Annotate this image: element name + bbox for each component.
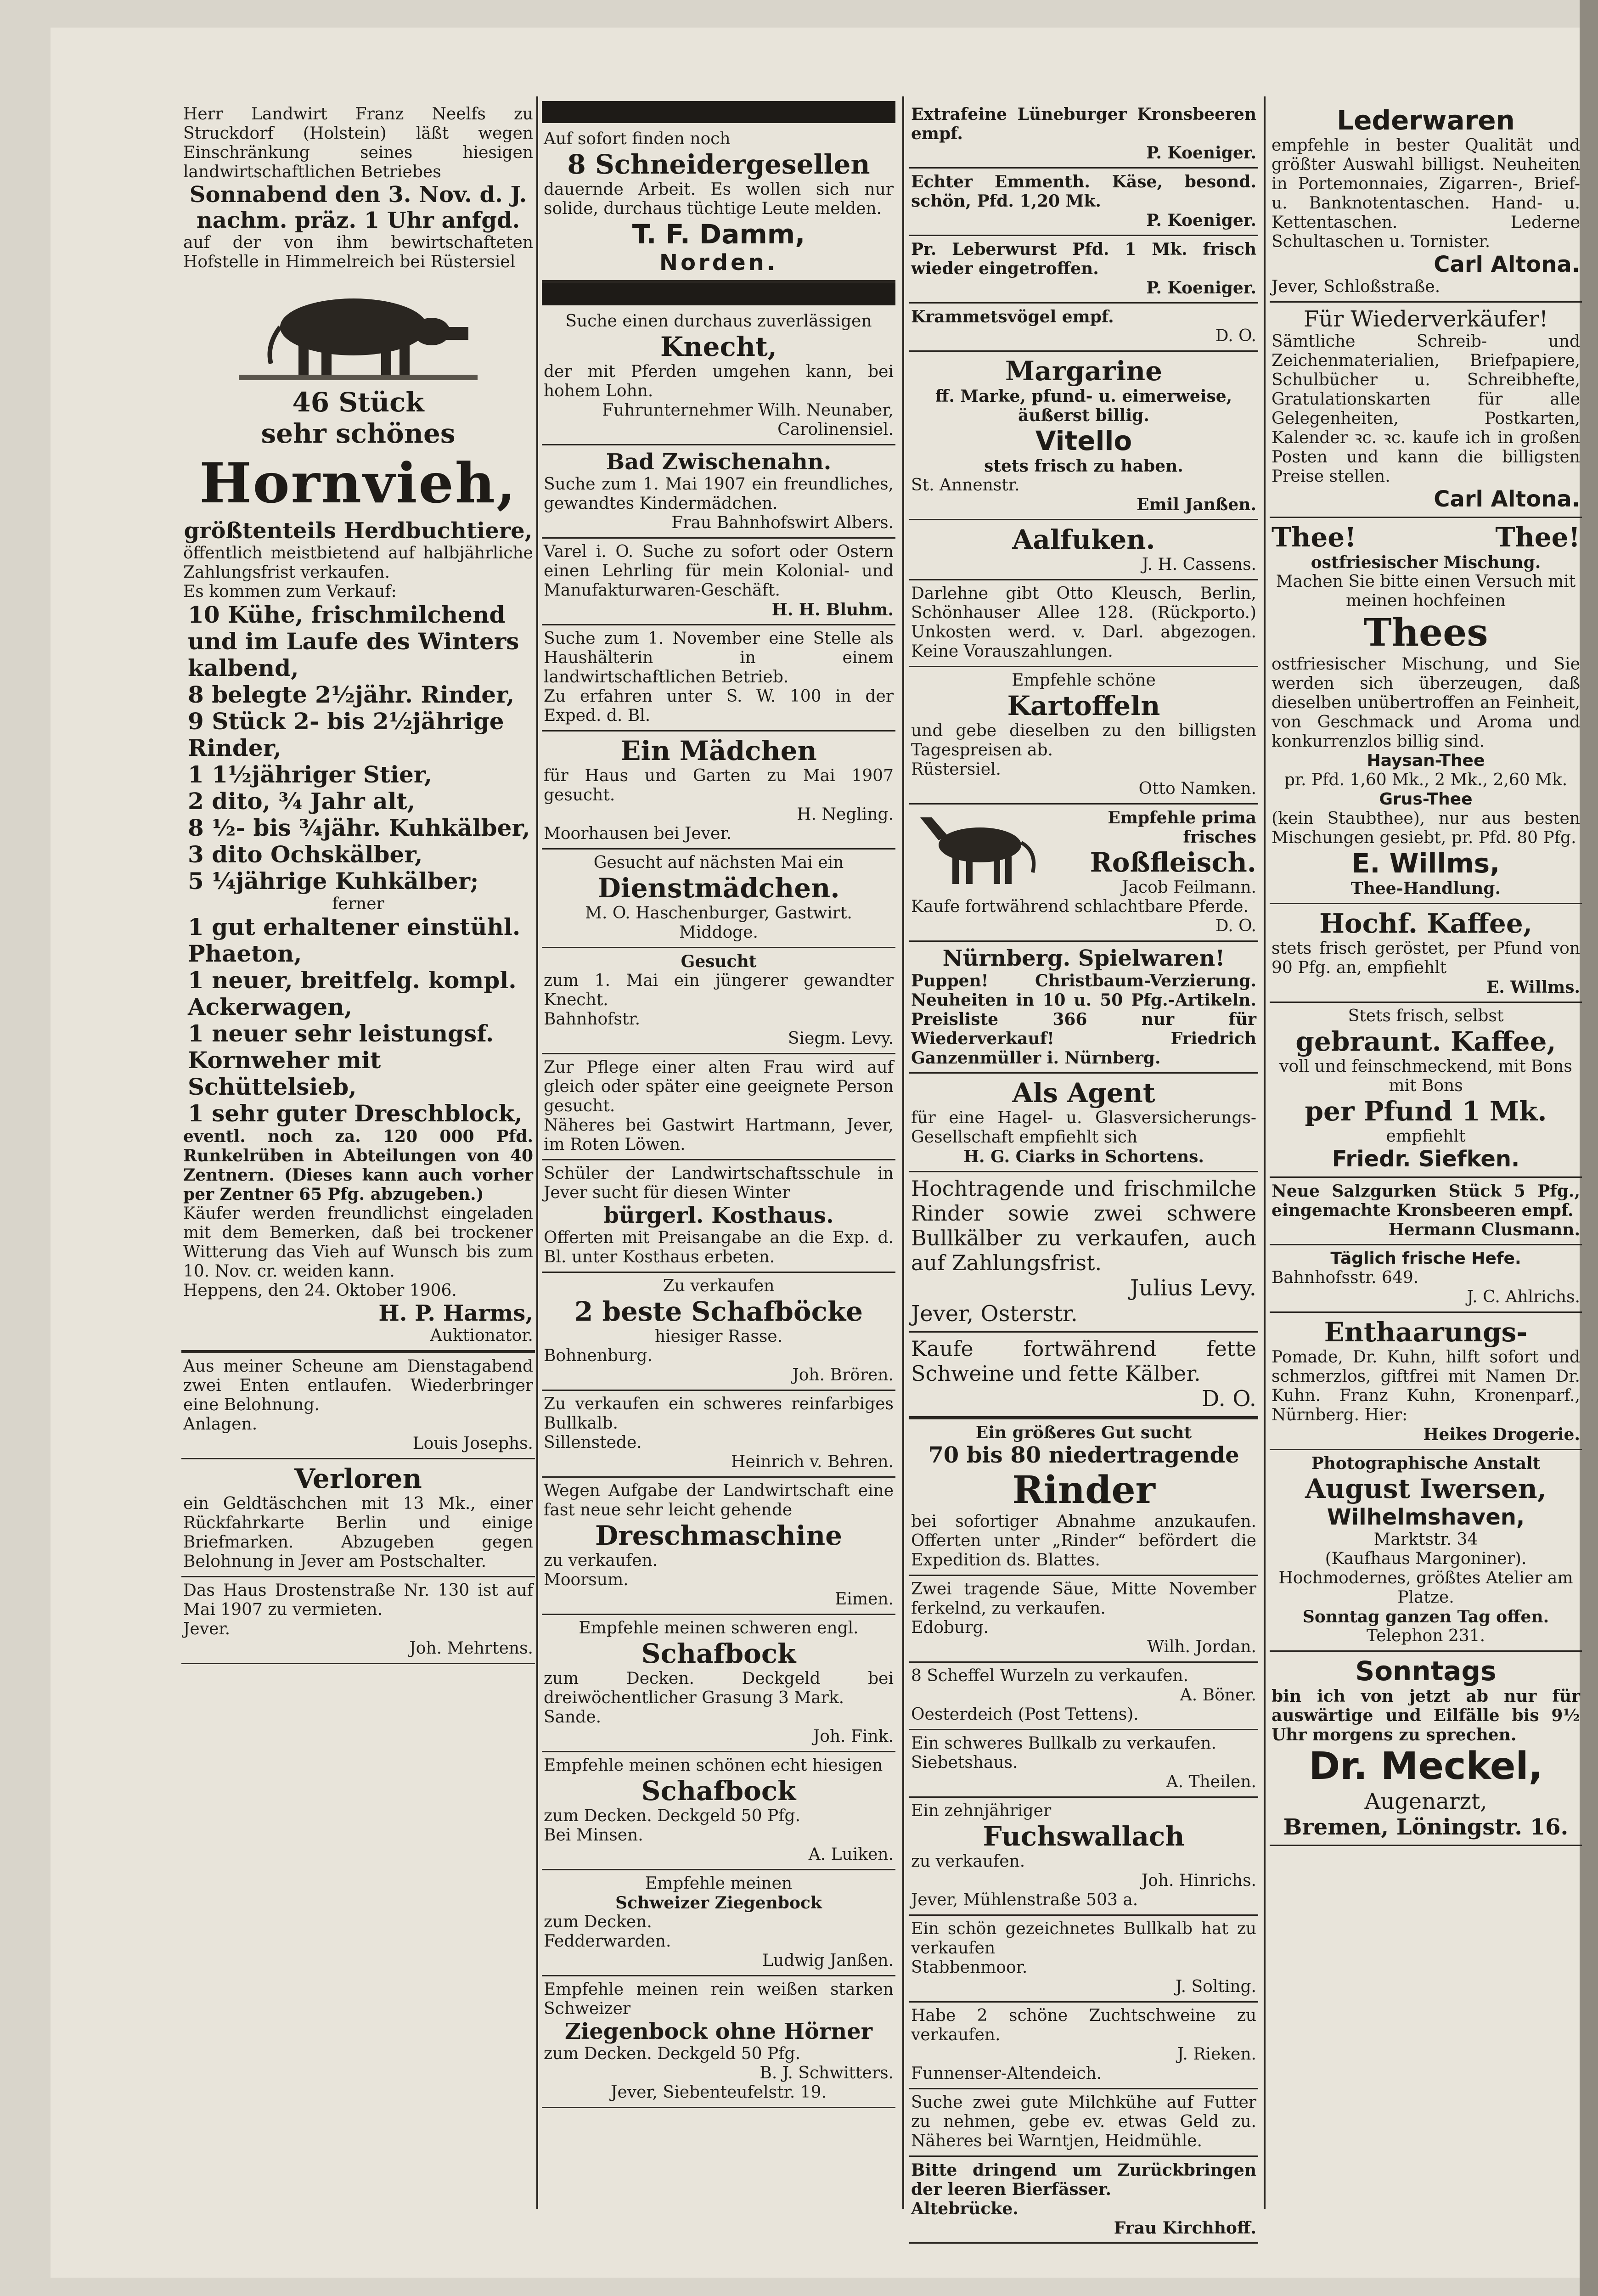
thresher-place: Moorsum. <box>544 1570 629 1589</box>
schafbock1-place: Sande. <box>544 1708 602 1727</box>
cranberries-text: Extrafeine Lüneburger Kronsbeeren empf. <box>911 105 1256 143</box>
auction-ad <box>181 101 535 1353</box>
tailors-firm: T. F. Damm, <box>632 219 805 250</box>
agent-name: H. G. Ciarks in Schortens. <box>963 1147 1204 1166</box>
margarine-brand: Vitello <box>1035 425 1132 456</box>
goat-name: Ludwig Janßen. <box>762 1951 894 1970</box>
goat2-headline: Ziegenbock ohne Hörner <box>564 2019 873 2044</box>
doctor-name: Dr. Meckel, <box>1309 1745 1543 1788</box>
depil-shop: Heikes Drogerie. <box>1423 1425 1580 1444</box>
oldwoman-contact: Näheres bei Gastwirt Hartmann, Jever, im Roten Löwen. <box>544 1116 894 1154</box>
schafbock2-name: A. Luiken. <box>808 1845 894 1864</box>
sows-name: Wilh. Jordan. <box>1147 1638 1256 1656</box>
tea-haysan: Haysan-Thee <box>1367 751 1485 770</box>
rams-lead: Zu verkaufen <box>663 1277 775 1295</box>
goat2-place: Jever, Siebenteufelstr. 19. <box>611 2083 827 2102</box>
potatoes-name: Otto Namken. <box>1138 779 1256 798</box>
milkcows-ad <box>909 2089 1258 2157</box>
horse-illustration <box>911 808 1049 891</box>
eels-name: J. H. Cassens. <box>1142 555 1256 574</box>
ducks-text: Aus meiner Scheune am Dienstagabend zwei Enten entlaufen. Wiederbringer eine Belohnung. <box>183 1357 533 1414</box>
resellers-headline: Für Wiederverkäufer! <box>1303 306 1548 332</box>
barrels-text: Bitte dringend um Zurückbringen der leeren Bierfässer. <box>911 2161 1256 2199</box>
house-place: Jever. <box>183 1620 231 1638</box>
roots-ad <box>909 1663 1258 1730</box>
doctor-addr: Bremen, Löningstr. 16. <box>1283 1814 1569 1840</box>
pickles-name: Hermann Clusmann. <box>1388 1220 1580 1239</box>
agent-ad <box>909 1074 1258 1172</box>
margarine-text: ff. Marke, pfund- u. eimerweise, äußerst billig. <box>935 387 1232 425</box>
auction-date: Sonnabend den 3. Nov. d. J. <box>189 182 527 208</box>
maedchen-headline: Ein Mädchen <box>620 735 817 766</box>
roots-place: Oesterdeich (Post Tettens). <box>911 1705 1139 1724</box>
auction-note: Käufer werden freundlichst eingeladen mit dem Bemerken, daß bei trockener Witterung das Vieh auf Wunsch bis zum 10. Nov. cr. weiden kann. <box>183 1204 533 1281</box>
black-bar <box>542 101 895 123</box>
birds-text: Krammetsvögel empf. <box>911 307 1114 326</box>
farm-ad <box>909 1419 1258 1576</box>
rams-place: Bohnenburg. <box>544 1346 653 1365</box>
leather-firm: Carl Altona. <box>1434 252 1580 277</box>
coffee-name: E. Willms. <box>1486 978 1580 997</box>
livestock-item: 3 dito Ochskälber, <box>188 841 423 868</box>
thresher-lead: Wegen Aufgabe der Landwirtschaft eine fast neue sehr leicht gehende <box>544 1481 894 1519</box>
thresher-text: zu verkaufen. <box>544 1551 658 1570</box>
page-edge <box>1580 0 1598 2296</box>
zwischenahn-ad <box>542 445 895 539</box>
liver-text: Pr. Leberwurst Pfd. 1 Mk. frisch wieder eingetroffen. <box>911 240 1256 278</box>
column-4 <box>1270 101 1582 2209</box>
goat-place: Fedderwarden. <box>544 1932 671 1951</box>
housekeeper-text: Suche zum 1. November eine Stelle als Haushälterin in einem landwirtschaftlichen Betrieb. <box>544 629 894 687</box>
tea-ad <box>1270 518 1582 904</box>
agent-text: für eine Hagel- u. Glasversicherungs-Gesellschaft empfiehlt sich <box>911 1109 1256 1147</box>
margarine-headline: Margarine <box>1005 355 1163 387</box>
leather-place: Jever, Schloßstraße. <box>1272 277 1440 296</box>
lost-ad <box>181 1459 535 1577</box>
gesucht-ad <box>542 948 895 1054</box>
roasted-lead: Stets frisch, selbst <box>1348 1007 1504 1025</box>
cranberries-ad <box>909 101 1258 169</box>
house-ad <box>181 1577 535 1664</box>
cheese-ad <box>909 169 1258 236</box>
cranberries-name: P. Koeniger. <box>1146 143 1256 163</box>
zwischenahn-name: Frau Bahnhofswirt Albers. <box>671 513 894 532</box>
housekeeper-ad <box>542 625 895 732</box>
photo-sunday: Sonntag ganzen Tag offen. <box>1302 1607 1549 1626</box>
zwischenahn-text: Suche zum 1. Mai 1907 ein freundliches, gewandtes Kindermädchen. <box>544 475 894 513</box>
depil-text: Pomade, Dr. Kuhn, hilft sofort und schmerzlos, giftfrei mit Namen Dr. Kuhn. Franz Kuhn, Kronenparf., Nürnberg. Hier: <box>1272 1348 1580 1424</box>
tailors-headline: 8 Schneidergesellen <box>567 149 870 180</box>
bull2-name: J. Solting. <box>1175 1977 1256 1996</box>
barrels-ad <box>909 2157 1258 2244</box>
livestock-item: 10 Kühe, frischmilchend und im Laufe des Winters kalbend, <box>188 601 519 681</box>
yeast-headline: Täglich frische Hefe. <box>1330 1249 1521 1268</box>
ducks-name: Louis Josephs. <box>412 1434 533 1453</box>
resellers-text: Sämtliche Schreib- und Zeichenmaterialien, Briefpapiere, Schulbücher u. Schreibhefte, Gratulationskarten für alle Gelegenheiten, Postkarten, Kalender ꝛc. ꝛc. kaufe ich in großen Posten und kann die billigsten Preise stellen. <box>1272 332 1580 486</box>
thresher-name: Eimen. <box>835 1590 894 1609</box>
coffee-headline: Hochf. Kaffee, <box>1319 908 1532 939</box>
potatoes-lead: Empfehle schöne <box>1012 671 1156 690</box>
eels-headline: Aalfuken. <box>1012 524 1155 555</box>
photo-phone: Telephon 231. <box>1366 1626 1485 1645</box>
goat-ad <box>542 1870 895 1976</box>
doctor-text: bin ich von jetzt ab nur für auswärtige und Eilfälle bis 9½ Uhr morgens zu sprechen. <box>1272 1687 1580 1745</box>
auction-count: 46 Stück <box>292 387 424 418</box>
bullcalf-text: Zu verkaufen ein schweres reinfarbiges Bullkalb. <box>544 1395 894 1433</box>
roots-text: 8 Scheffel Wurzeln zu verkaufen. <box>911 1666 1189 1685</box>
schafbock2-text: zum Decken. Deckgeld 50 Pfg. <box>544 1806 801 1825</box>
fuchs-lead: Ein zehnjähriger <box>911 1801 1052 1820</box>
potatoes-text: und gebe dieselben zu den billigsten Tagespreisen ab. <box>911 721 1256 760</box>
goat-headline: Schweizer Ziegenbock <box>615 1893 822 1913</box>
bull2-text: Ein schön gezeichnetes Bullkalb hat zu verkaufen <box>911 1919 1256 1958</box>
fuchs-headline: Fuchswallach <box>983 1821 1185 1852</box>
rams-sub: hiesiger Rasse. <box>654 1327 783 1346</box>
cattle-name: Julius Levy. <box>1130 1275 1256 1301</box>
cheese-text: Echter Emmenth. Käse, besond. schön, Pfd. 1,20 Mk. <box>911 172 1256 211</box>
auction-time: nachm. präz. 1 Uhr anfgd. <box>196 208 520 233</box>
potatoes-headline: Kartoffeln <box>1007 690 1160 721</box>
horsemeat-headline: Roßfleisch. <box>1090 847 1256 878</box>
bull1-text: Ein schweres Bullkalb zu verkaufen. <box>911 1734 1216 1753</box>
roasted-price: per Pfund 1 Mk. <box>1305 1096 1547 1127</box>
loan-text: Darlehne gibt Otto Kleusch, Berlin, Schönhauser Allee 128. (Rückporto.) Unkosten werd. v. Darl. abgezogen. Keine Vorauszahlungen. <box>911 584 1256 661</box>
loan-ad <box>909 580 1258 667</box>
roasted-ad <box>1270 1003 1582 1178</box>
auction-headline: Hornvieh, <box>199 451 517 516</box>
breeding-name: J. Rieken. <box>1177 2045 1256 2064</box>
liver-name: P. Koeniger. <box>1146 278 1256 298</box>
house-text: Das Haus Drostenstraße Nr. 130 ist auf Mai 1907 zu vermieten. <box>183 1581 533 1619</box>
photo-addr: Marktstr. 34 <box>1373 1530 1478 1549</box>
maedchen-text: für Haus und Garten zu Mai 1907 gesucht. <box>544 766 894 805</box>
bullcalf-place: Sillenstede. <box>544 1433 642 1452</box>
varel-name: H. H. Bluhm. <box>771 600 894 619</box>
lost-text: ein Geldtäschchen mit 13 Mk., einer Rückfahrkarte Berlin und einige Briefmarken. Abzugeben gegen Belohnung in Jever am Postschalter. <box>183 1494 533 1571</box>
gesucht-place: Bahnhofstr. <box>544 1010 641 1029</box>
tea-prices: pr. Pfd. 1,60 Mk., 2 Mk., 2,60 Mk. <box>1284 771 1568 789</box>
cattle-text: Hochtragende und frischmilche Rinder sowie zwei schwere Bullkälber zu verkaufen, auch auf Zahlungsfrist. <box>911 1176 1256 1275</box>
birds-ad <box>909 304 1258 352</box>
kosthaus-text: Offerten mit Preisangabe an die Exp. d. Bl. unter Kosthaus erbeten. <box>544 1228 894 1266</box>
tailors-lead: Auf sofort finden noch <box>544 129 731 148</box>
column-2 <box>542 101 895 2209</box>
bull1-ad <box>909 1730 1258 1798</box>
dienst-lead: Gesucht auf nächsten Mai ein <box>593 853 844 872</box>
cattle-place: Jever, Osterstr. <box>911 1301 1078 1327</box>
horsemeat-text: Kaufe fortwährend schlachtbare Pferde. <box>911 897 1249 916</box>
livestock-item: 1 1½jähriger Stier, <box>188 761 432 788</box>
rams-headline: 2 beste Schafböcke <box>574 1296 863 1327</box>
zwischenahn-headline: Bad Zwischenahn. <box>606 449 832 475</box>
roasted-firm: Friedr. Siefken. <box>1332 1146 1520 1172</box>
schafbock2-place: Bei Minsen. <box>544 1826 643 1845</box>
maedchen-name: H. Negling. <box>797 805 894 824</box>
column-rule <box>536 96 538 2209</box>
ducks-ad <box>181 1353 535 1459</box>
schafbock1-lead: Empfehle meinen schweren engl. <box>579 1619 859 1638</box>
livestock-item: 9 Stück 2- bis 2½jährige Rinder, <box>188 708 504 761</box>
pickles-text: Neue Salzgurken Stück 5 Pfg., eingemachte Kronsbeeren empf. <box>1272 1182 1580 1220</box>
equipment-item: 1 neuer sehr leistungsf. Kornweher mit Schüttelsieb, <box>188 1020 494 1100</box>
doctor-headline: Sonntags <box>1355 1655 1497 1687</box>
varel-text: Varel i. O. Suche zu sofort oder Ostern einen Lehrling für mein Kolonial- und Manufakturwaren-Geschäft. <box>544 542 894 600</box>
auction-signer-title: Auktionator. <box>430 1326 533 1345</box>
tea-headline: Thees <box>1363 611 1488 655</box>
tea-exclaim-left: Thee! <box>1272 522 1356 553</box>
breeding-ad <box>909 2003 1258 2089</box>
farm-headline: Rinder <box>1012 1468 1155 1512</box>
bull2-ad <box>909 1916 1258 2003</box>
photo-headline: August Iwersen, <box>1305 1473 1547 1504</box>
maedchen-place: Moorhausen bei Jever. <box>544 824 732 843</box>
black-bar <box>542 283 895 305</box>
schafbock2-ad <box>542 1752 895 1870</box>
livestock-item: 8 ½- bis ¾jähr. Kuhkälber, <box>188 814 530 841</box>
coffee-ad <box>1270 904 1582 1003</box>
livestock-item: 2 dito, ¾ Jahr alt, <box>188 788 416 815</box>
varel-ad <box>542 539 895 625</box>
schafbock1-name: Joh. Fink. <box>813 1727 894 1746</box>
tea-text: Machen Sie bitte einen Versuch mit meinen hochfeinen <box>1276 572 1576 610</box>
milkcows-text: Suche zwei gute Milchkühe auf Futter zu nehmen, gebe ev. etwas Geld zu. Näheres bei Warntjen, Heidmühle. <box>911 2093 1256 2150</box>
auction-runkel: eventl. noch za. 120 000 Pfd. Runkelrüben in Abteilungen von 40 Zentnern. (Dieses kann auch vorher per Zentner 65 Pfg. abzugeben.) <box>183 1127 533 1204</box>
livestock-item: 8 belegte 2½jähr. Rinder, <box>188 681 515 708</box>
auction-signer: H. P. Harms, <box>378 1300 533 1326</box>
pigs-text: Kaufe fortwährend fette Schweine und fette Kälber. <box>911 1336 1256 1386</box>
breeding-place: Funnenser-Altendeich. <box>911 2064 1102 2083</box>
oldwoman-ad <box>542 1054 895 1160</box>
cheese-name: P. Koeniger. <box>1146 211 1256 230</box>
photo-lead: Photographische Anstalt <box>1311 1454 1541 1473</box>
dienst-name: M. O. Haschenburger, Gastwirt. Middoge. <box>585 904 852 942</box>
dienst-ad <box>542 850 895 948</box>
column-3 <box>909 101 1258 2238</box>
roasted-text: voll und feinschmeckend, mit Bons mit Bons <box>1279 1057 1572 1095</box>
leather-text: empfehle in bester Qualität und größter Auswahl billigst. Neuheiten in Portemonnaies, Zigarren-, Brief- u. Banknotentaschen. Hand- u. Kettentaschen. Lederne Schultaschen u. Tornister. <box>1272 136 1580 251</box>
margarine-ad <box>909 352 1258 520</box>
farm-text: bei sofortiger Abnahme anzukaufen. Offerten unter „Rinder“ befördert die Expedition ds. Blattes. <box>911 1512 1256 1570</box>
cow-illustration <box>239 276 478 382</box>
auction-quality: sehr schönes <box>261 418 456 449</box>
bull2-place: Stabbenmoor. <box>911 1958 1028 1977</box>
column-rule <box>1264 96 1266 2209</box>
auction-dateline: Heppens, den 24. Oktober 1906. <box>183 1281 457 1300</box>
auction-comes: Es kommen zum Verkauf: <box>183 582 397 601</box>
margarine-place: St. Annenstr. <box>911 476 1020 495</box>
tea-body: ostfriesischer Mischung, und Sie werden sich überzeugen, daß dieselben unübertroffen an Feinheit, von Geschmack und Aroma und konkurrenzlos billig sind. <box>1272 655 1580 751</box>
doctor-title: Augenarzt, <box>1364 1789 1487 1814</box>
schafbock1-headline: Schafbock <box>641 1638 796 1669</box>
schafbock1-ad <box>542 1615 895 1752</box>
schafbock2-headline: Schafbock <box>641 1775 796 1806</box>
goat2-name: B. J. Schwitters. <box>760 2064 894 2082</box>
knecht-name: Fuhrunternehmer Wilh. Neunaber, Carolinensiel. <box>602 401 894 439</box>
resellers-ad <box>1270 303 1582 518</box>
tailors-ad <box>542 126 895 283</box>
liver-ad <box>909 236 1258 304</box>
sows-ad <box>909 1576 1258 1663</box>
toys-text: Puppen! Christbaum-Verzierung. Neuheiten in 10 u. 50 Pfg.-Artikeln. Preisliste 366 nur für Wiederverkauf! Friedrich Ganzenmüller i. Nürnberg. <box>911 971 1256 1068</box>
ducks-place: Anlagen. <box>183 1415 258 1434</box>
lost-title: Verloren <box>294 1463 422 1494</box>
goat2-lead: Empfehle meinen rein weißen starken Schweizer <box>544 1980 894 2018</box>
livestock-item: 5 ¼jährige Kuhkälber; <box>188 867 479 895</box>
maedchen-ad <box>542 732 895 850</box>
yeast-ad <box>1270 1245 1582 1313</box>
margarine-name: Emil Janßen. <box>1137 495 1256 514</box>
fuchs-ad <box>909 1798 1258 1916</box>
birds-name: D. O. <box>1215 326 1256 345</box>
farm-lead: Ein größeres Gut sucht <box>975 1423 1192 1442</box>
farm-sub: 70 bis 80 niedertragende <box>928 1442 1239 1468</box>
goat-lead: Empfehle meinen <box>645 1874 793 1893</box>
coffee-text: stets frisch geröstet, per Pfund von 90 Pfg. an, empfiehlt <box>1272 939 1580 977</box>
goat-text: zum Decken. <box>544 1913 652 1931</box>
knecht-lead: Suche einen durchaus zuverlässigen <box>565 312 872 331</box>
pickles-ad <box>1270 1178 1582 1245</box>
auction-ferner: ferner <box>332 895 384 913</box>
depil-headline: Enthaarungs- <box>1324 1317 1528 1348</box>
knecht-headline: Knecht, <box>660 331 777 362</box>
auction-terms: öffentlich meistbietend auf halbjährliche Zahlungsfrist verkaufen. <box>183 544 533 582</box>
tea-grus: Grus-Thee <box>1379 790 1473 809</box>
schafbock1-text: zum Decken. Deckgeld bei dreiwöchentlicher Grasung 3 Mark. <box>544 1669 894 1707</box>
horsemeat-ad <box>909 805 1258 942</box>
yeast-place: Bahnhofsstr. 649. <box>1272 1268 1419 1287</box>
photo-city: Wilhelmshaven, <box>1327 1504 1525 1530</box>
thresher-headline: Dreschmaschine <box>595 1520 843 1551</box>
goat2-text: zum Decken. Deckgeld 50 Pfg. <box>544 2044 801 2063</box>
depil-ad <box>1270 1313 1582 1450</box>
gesucht-text: zum 1. Mai ein jüngerer gewandter Knecht. <box>544 971 894 1009</box>
kosthaus-lead: Schüler der Landwirtschaftsschule in Jever sucht für diesen Winter <box>544 1164 894 1202</box>
dienst-headline: Dienstmädchen. <box>597 872 840 904</box>
photo-ad <box>1270 1450 1582 1652</box>
fuchs-text: zu verkaufen. <box>911 1852 1025 1871</box>
kosthaus-headline: bürgerl. Kosthaus. <box>603 1203 834 1228</box>
pigs-ad <box>909 1333 1258 1419</box>
barrels-place: Altebrücke. <box>911 2199 1018 2218</box>
schafbock2-lead: Empfehle meinen schönen echt hiesigen <box>544 1756 883 1775</box>
tailors-text: dauernde Arbeit. Es wollen sich nur solide, durchaus tüchtige Leute melden. <box>544 180 894 218</box>
agent-headline: Als Agent <box>1012 1077 1155 1109</box>
leather-headline: Lederwaren <box>1337 105 1515 136</box>
toys-headline: Nürnberg. Spielwaren! <box>942 945 1225 971</box>
knecht-ad <box>542 308 895 445</box>
toys-ad <box>909 942 1258 1074</box>
goat2-ad <box>542 1976 895 2108</box>
tea-grus-text: (kein Staubthee), nur aus besten Mischungen gesiebt, pr. Pfd. 80 Pfg. <box>1272 809 1580 847</box>
horsemeat-lead: Empfehle prima frisches <box>1108 808 1256 847</box>
potatoes-ad <box>909 667 1258 805</box>
housekeeper-contact: Zu erfahren unter S. W. 100 in der Exped. d. Bl. <box>544 687 894 725</box>
column-rule <box>902 96 904 2209</box>
pigs-sig: D. O. <box>1201 1386 1256 1412</box>
tailors-city: Norden. <box>659 250 778 276</box>
tea-exclaim-row <box>1272 522 1580 553</box>
kosthaus-ad <box>542 1160 895 1273</box>
bull1-name: A. Theilen. <box>1166 1773 1256 1791</box>
barrels-name: Frau Kirchhoff. <box>1114 2218 1256 2238</box>
tea-exclaim-right: Thee! <box>1495 522 1580 553</box>
sows-place: Edoburg. <box>911 1618 989 1637</box>
doctor-ad <box>1270 1652 1582 1846</box>
tea-firm: E. Willms, <box>1351 848 1500 879</box>
gesucht-title: Gesucht <box>681 952 757 971</box>
auction-place: auf der von ihm bewirtschafteten Hofstelle in Himmelreich bei Rüstersiel <box>183 233 533 271</box>
yeast-name: J. C. Ahlrichs. <box>1467 1288 1580 1306</box>
thresher-ad <box>542 1478 895 1615</box>
rams-ad <box>542 1273 895 1391</box>
bull1-place: Siebetshaus. <box>911 1753 1018 1772</box>
tea-firm-sub: Thee-Handlung. <box>1350 879 1501 898</box>
cattle-ad <box>909 1172 1258 1333</box>
roasted-headline: gebraunt. Kaffee, <box>1295 1026 1556 1057</box>
photo-text: Hochmodernes, größtes Atelier am Platze. <box>1278 1569 1573 1607</box>
auction-intro: Herr Landwirt Franz Neelfs zu Struckdorf (Holstein) läßt wegen Einschränkung seines hiesigen landwirtschaftlichen Betriebes <box>183 105 533 181</box>
rams-name: Joh. Brören. <box>792 1366 894 1384</box>
roasted-lead2: empfiehlt <box>1386 1127 1466 1146</box>
knecht-text: der mit Pferden umgehen kann, bei hohem Lohn. <box>544 362 894 400</box>
margarine-brand-note: stets frisch zu haben. <box>984 456 1183 476</box>
gesucht-name: Siegm. Levy. <box>788 1029 894 1048</box>
bullcalf-name: Heinrich v. Behren. <box>731 1452 894 1471</box>
photo-addr2: (Kaufhaus Margoniner). <box>1325 1549 1527 1568</box>
bullcalf-ad <box>542 1391 895 1478</box>
eels-ad <box>909 520 1258 580</box>
potatoes-place: Rüstersiel. <box>911 760 1001 779</box>
fuchs-place: Jever, Mühlenstraße 503 a. <box>911 1891 1138 1909</box>
leather-ad <box>1270 101 1582 303</box>
auction-sub: größtenteils Herdbuchtiere, <box>184 518 533 544</box>
equipment-item: 1 neuer, breitfelg. kompl. Ackerwagen, <box>188 967 517 1020</box>
roots-name: A. Böner. <box>1180 1686 1256 1705</box>
horsemeat-sig: D. O. <box>1215 917 1256 935</box>
breeding-text: Habe 2 schöne Zuchtschweine zu verkaufen. <box>911 2006 1256 2044</box>
oldwoman-text: Zur Pflege einer alten Frau wird auf gleich oder später eine geeignete Person gesucht. <box>544 1058 894 1115</box>
column-1 <box>181 101 535 2209</box>
resellers-firm: Carl Altona. <box>1434 486 1580 512</box>
house-name: Joh. Mehrtens. <box>409 1639 533 1658</box>
tea-sub: ostfriesischer Mischung. <box>1311 553 1541 572</box>
equipment-item: 1 sehr guter Dreschblock, <box>188 1100 523 1127</box>
equipment-item: 1 gut erhaltener einstühl. Phaeton, <box>188 913 521 967</box>
horsemeat-name: Jacob Feilmann. <box>1122 878 1256 897</box>
sows-text: Zwei tragende Säue, Mitte November ferkelnd, zu verkaufen. <box>911 1580 1256 1618</box>
fuchs-name: Joh. Hinrichs. <box>1141 1871 1256 1890</box>
